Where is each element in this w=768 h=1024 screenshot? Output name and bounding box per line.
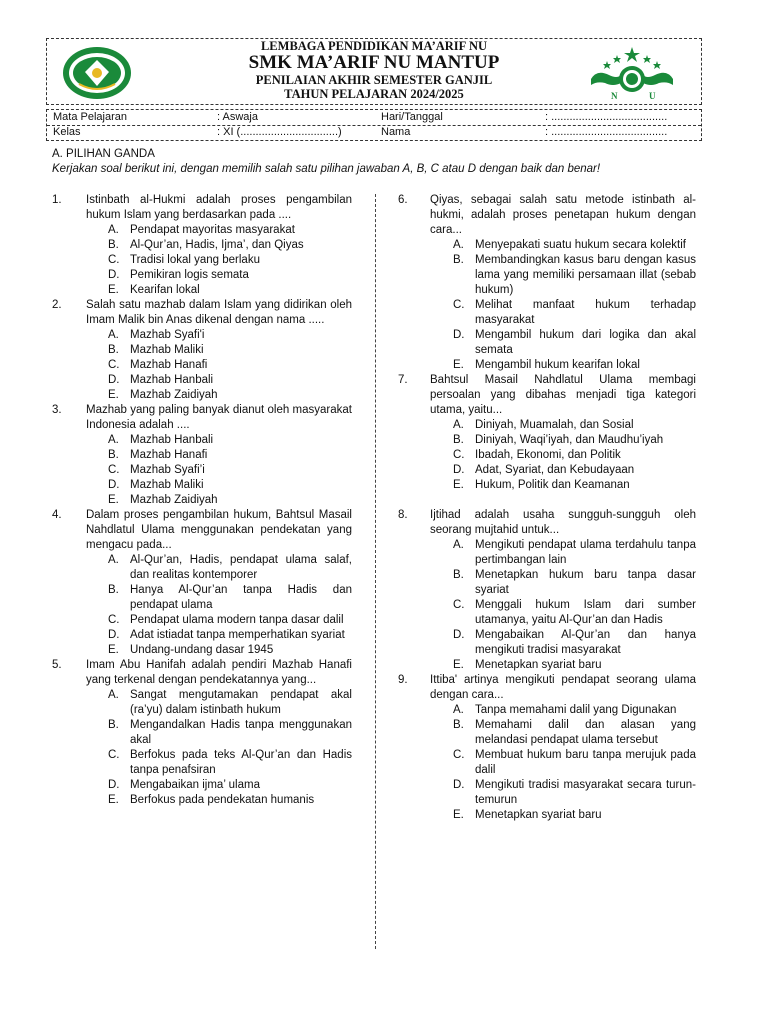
question-number: 2.	[52, 299, 62, 311]
question-number: 4.	[52, 509, 62, 521]
answer-option[interactable]	[108, 253, 352, 268]
answer-options	[52, 553, 352, 658]
section-instruction: Kerjakan soal berikut ini, dengan memilih salah satu pilihan jawaban A, B, C atau D dengan baik dan benar!	[52, 163, 601, 175]
answer-option[interactable]	[453, 598, 696, 628]
option-letter: A.	[453, 704, 464, 716]
option-letter: C.	[453, 299, 465, 311]
label-subject: Mata Pelajaran	[53, 111, 127, 123]
option-letter: E.	[453, 479, 464, 491]
option-text: Hukum, Politik dan Keamanan	[475, 479, 630, 491]
answer-option[interactable]	[453, 778, 696, 808]
value-class-field[interactable]: : XI (................................)	[217, 126, 342, 138]
question-text: Ijtihad adalah usaha sungguh-sungguh oleh seorang mujtahid untuk...	[430, 509, 696, 536]
answer-option[interactable]	[108, 463, 352, 478]
answer-option[interactable]	[108, 283, 352, 298]
label-class: Kelas	[53, 126, 81, 138]
question-item	[398, 193, 696, 373]
option-letter: A.	[453, 419, 464, 431]
question-number: 6.	[398, 194, 408, 206]
option-text: Melihat manfaat hukum terhadap masyarakat	[475, 299, 696, 326]
answer-option[interactable]	[453, 703, 696, 718]
option-letter: E.	[108, 494, 119, 506]
question-item	[52, 193, 352, 298]
answer-option[interactable]	[108, 373, 352, 388]
option-letter: B.	[108, 449, 119, 461]
question-text: Dalam proses pengambilan hukum, Bahtsul Masail Nahdlatul Ulama menggunakan pendekatan yang mengacu pada...	[86, 509, 352, 551]
option-letter: C.	[453, 449, 465, 461]
option-text: Mazhab Syafi’i	[130, 464, 205, 476]
answer-option[interactable]	[108, 238, 352, 253]
question-number: 1.	[52, 194, 62, 206]
answer-option[interactable]	[453, 358, 696, 373]
option-letter: D.	[108, 374, 120, 386]
option-text: Mengikuti pendapat ulama terdahulu tanpa pertimbangan lain	[475, 539, 696, 566]
answer-option[interactable]	[453, 718, 696, 748]
option-letter: C.	[108, 749, 120, 761]
option-text: Mazhab Hanafi	[130, 449, 208, 461]
option-text: Menetapkan syariat baru	[475, 659, 602, 671]
answer-option[interactable]	[453, 253, 696, 298]
option-text: Pendapat mayoritas masyarakat	[130, 224, 295, 236]
option-text: Mazhab Zaidiyah	[130, 494, 218, 506]
answer-option[interactable]	[108, 268, 352, 283]
option-letter: E.	[108, 389, 119, 401]
option-letter: B.	[108, 719, 119, 731]
answer-option[interactable]	[453, 238, 696, 253]
option-letter: D.	[108, 479, 120, 491]
question-text: Istinbath al-Hukmi adalah proses pengambilan hukum Islam yang berdasarkan pada ....	[86, 194, 352, 221]
option-letter: E.	[453, 359, 464, 371]
option-text: Mazhab Hanafi	[130, 359, 208, 371]
answer-option[interactable]	[108, 613, 352, 628]
question-item	[52, 403, 352, 508]
value-date-field[interactable]: : ......................................	[545, 111, 668, 123]
option-letter: B.	[453, 569, 464, 581]
option-text: Sangat mengutamakan pendapat akal (ra’yu) dalam istinbath hukum	[130, 689, 352, 716]
option-text: Diniyah, Waqi’iyah, dan Maudhu’iyah	[475, 434, 664, 446]
option-letter: A.	[453, 539, 464, 551]
answer-option[interactable]	[108, 583, 352, 613]
option-text: Mengabaikan Al-Qur’an dan hanya mengikuti tradisi masyarakat	[475, 629, 696, 656]
option-text: Ibadah, Ekonomi, dan Politik	[475, 449, 621, 461]
question-number: 3.	[52, 404, 62, 416]
option-text: Memahami dalil dan alasan yang melandasi pendapat ulama tersebut	[475, 719, 696, 746]
answer-options	[52, 223, 352, 298]
answer-option[interactable]	[453, 418, 696, 433]
option-letter: C.	[108, 464, 120, 476]
option-letter: C.	[108, 614, 120, 626]
option-letter: A.	[453, 239, 464, 251]
option-text: Mengambil hukum kearifan lokal	[475, 359, 640, 371]
option-text: Mengikuti tradisi masyarakat secara turun-temurun	[475, 779, 696, 806]
answer-option[interactable]	[453, 538, 696, 568]
answer-option[interactable]	[108, 688, 352, 718]
option-text: Pendapat ulama modern tanpa dasar dalil	[130, 614, 344, 626]
question-number: 8.	[398, 509, 408, 521]
question-item	[52, 658, 352, 808]
option-text: Mengabaikan ijma’ ulama	[130, 779, 260, 791]
option-letter: E.	[453, 809, 464, 821]
answer-option[interactable]	[108, 388, 352, 403]
option-text: Berfokus pada teks Al-Qur’an dan Hadis tanpa penafsiran	[130, 749, 352, 776]
option-letter: C.	[108, 359, 120, 371]
answer-options	[398, 238, 696, 373]
option-letter: A.	[108, 689, 119, 701]
column-divider	[375, 194, 376, 949]
answer-options	[398, 538, 696, 673]
question-text: Qiyas, sebagai salah satu metode istinbath al-hukmi, adalah proses penetapan hukum dengan cara...	[430, 194, 696, 236]
header-academic-year: TAHUN PELAJARAN 2024/2025	[284, 87, 464, 101]
answer-option[interactable]	[453, 448, 696, 463]
answer-option[interactable]	[108, 358, 352, 373]
answer-option[interactable]	[108, 748, 352, 778]
answer-option[interactable]	[108, 328, 352, 343]
option-letter: D.	[108, 269, 120, 281]
option-letter: D.	[453, 329, 465, 341]
answer-option[interactable]	[108, 553, 352, 583]
option-letter: A.	[108, 224, 119, 236]
option-text: Adat istiadat tanpa memperhatikan syariat	[130, 629, 345, 641]
option-text: Mazhab Maliki	[130, 344, 204, 356]
option-letter: B.	[108, 239, 119, 251]
option-letter: A.	[108, 554, 119, 566]
option-letter: C.	[453, 749, 465, 761]
option-text: Undang-undang dasar 1945	[130, 644, 274, 656]
nahdlatul-ulama-logo-icon	[587, 45, 677, 101]
option-text: Adat, Syariat, dan Kebudayaan	[475, 464, 635, 476]
question-item	[398, 673, 696, 823]
option-text: Al-Qur’an, Hadis, pendapat ulama salaf, dan realitas kontemporer	[130, 554, 352, 581]
header-school-name: SMK MA’ARIF NU MANTUP	[248, 52, 500, 73]
option-letter: B.	[108, 344, 119, 356]
label-date: Hari/Tanggal	[381, 111, 443, 123]
header-exam-title: PENILAIAN AKHIR SEMESTER GANJIL	[255, 73, 493, 87]
option-letter: B.	[453, 719, 464, 731]
option-text: Menyepakati suatu hukum secara kolektif	[475, 239, 686, 251]
label-name: Nama	[381, 126, 411, 138]
option-letter: E.	[108, 284, 119, 296]
option-text: Menetapkan hukum baru tanpa dasar syariat	[475, 569, 696, 596]
answer-option[interactable]	[453, 658, 696, 673]
answer-options	[52, 328, 352, 403]
answer-option[interactable]	[453, 328, 696, 358]
question-text: Imam Abu Hanifah adalah pendiri Mazhab Hanafi yang terkenal dengan pendekatannya yang...	[86, 659, 352, 686]
question-item	[398, 508, 696, 673]
option-letter: D.	[108, 629, 120, 641]
option-letter: A.	[108, 329, 119, 341]
option-text: Mazhab Maliki	[130, 479, 204, 491]
answer-options	[52, 433, 352, 508]
value-name-field[interactable]: : ......................................	[545, 126, 668, 138]
question-text: Ittiba' artinya mengikuti pendapat seorang ulama dengan cara...	[430, 674, 696, 701]
student-info-box	[46, 109, 702, 141]
question-item	[398, 373, 696, 493]
logo-letter-u: U	[649, 91, 656, 101]
option-letter: B.	[453, 254, 464, 266]
answer-option[interactable]	[453, 478, 696, 493]
answer-option[interactable]	[108, 493, 352, 508]
option-text: Tanpa memahami dalil yang Digunakan	[475, 704, 677, 716]
exam-header	[46, 38, 702, 105]
answer-option[interactable]	[453, 298, 696, 328]
answer-option[interactable]	[108, 643, 352, 658]
option-text: Mazhab Zaidiyah	[130, 389, 218, 401]
question-number: 9.	[398, 674, 408, 686]
answer-option[interactable]	[108, 478, 352, 493]
question-text: Mazhab yang paling banyak dianut oleh masyarakat Indonesia adalah ....	[86, 404, 352, 431]
option-text: Al-Qur’an, Hadis, Ijma’, dan Qiyas	[130, 239, 304, 251]
option-text: Tradisi lokal yang berlaku	[130, 254, 260, 266]
logo-letter-n: N	[611, 91, 618, 101]
answer-option[interactable]	[108, 223, 352, 238]
question-item	[52, 508, 352, 658]
answer-option[interactable]	[453, 808, 696, 823]
option-text: Kearifan lokal	[130, 284, 200, 296]
answer-option[interactable]	[108, 718, 352, 748]
answer-option[interactable]	[453, 433, 696, 448]
answer-option[interactable]	[453, 463, 696, 478]
header-institution: LEMBAGA PENDIDIKAN MA’ARIF NU	[260, 39, 488, 53]
option-letter: A.	[108, 434, 119, 446]
option-letter: D.	[453, 779, 465, 791]
option-text: Menetapkan syariat baru	[475, 809, 602, 821]
answer-option[interactable]	[453, 748, 696, 778]
questions-right-column	[398, 193, 696, 823]
answer-option[interactable]	[108, 628, 352, 643]
option-text: Mazhab Hanbali	[130, 374, 214, 386]
answer-options	[398, 703, 696, 823]
question-text: Salah satu mazhab dalam Islam yang didirikan oleh Imam Malik bin Anas dikenal dengan nama .....	[86, 299, 352, 326]
option-text: Membandingkan kasus baru dengan kasus lama yang memiliki persamaan illat (sebab hukum)	[475, 254, 696, 296]
option-text: Menggali hukum Islam dari sumber utamanya, yaitu Al-Qur’an dan Hadis	[475, 599, 696, 626]
option-text: Diniyah, Muamalah, dan Sosial	[475, 419, 634, 431]
answer-option[interactable]	[453, 628, 696, 658]
option-letter: E.	[108, 644, 119, 656]
option-letter: C.	[108, 254, 120, 266]
option-letter: E.	[453, 659, 464, 671]
answer-option[interactable]	[108, 793, 352, 808]
option-letter: B.	[453, 434, 464, 446]
option-text: Hanya Al-Qur’an tanpa Hadis dan pendapat ulama	[130, 584, 352, 611]
option-letter: C.	[453, 599, 465, 611]
section-title: A. PILIHAN GANDA	[52, 148, 155, 160]
answer-option[interactable]	[453, 568, 696, 598]
answer-options	[398, 418, 696, 493]
question-number: 7.	[398, 374, 408, 386]
option-letter: B.	[108, 584, 119, 596]
questions-left-column	[52, 193, 352, 808]
option-text: Mazhab Hanbali	[130, 434, 214, 446]
option-letter: D.	[453, 629, 465, 641]
option-text: Mengambil hukum dari logika dan akal semata	[475, 329, 696, 356]
option-text: Pemikiran logis semata	[130, 269, 249, 281]
answer-option[interactable]	[108, 448, 352, 463]
answer-option[interactable]	[108, 343, 352, 358]
question-number: 5.	[52, 659, 62, 671]
answer-options	[52, 688, 352, 808]
option-text: Mazhab Syafi'i	[130, 329, 205, 341]
question-item	[52, 298, 352, 403]
value-subject: : Aswaja	[217, 111, 258, 123]
option-letter: D.	[453, 464, 465, 476]
option-letter: E.	[108, 794, 119, 806]
option-text: Mengandalkan Hadis tanpa menggunakan akal	[130, 719, 352, 746]
option-text: Berfokus pada pendekatan humanis	[130, 794, 315, 806]
option-letter: D.	[108, 779, 120, 791]
question-text: Bahtsul Masail Nahdlatul Ulama membagi persoalan yang dibahas menjadi tiga kategori utama, yaitu...	[430, 374, 696, 416]
answer-option[interactable]	[108, 433, 352, 448]
option-text: Membuat hukum baru tanpa merujuk pada dalil	[475, 749, 696, 776]
answer-option[interactable]	[108, 778, 352, 793]
